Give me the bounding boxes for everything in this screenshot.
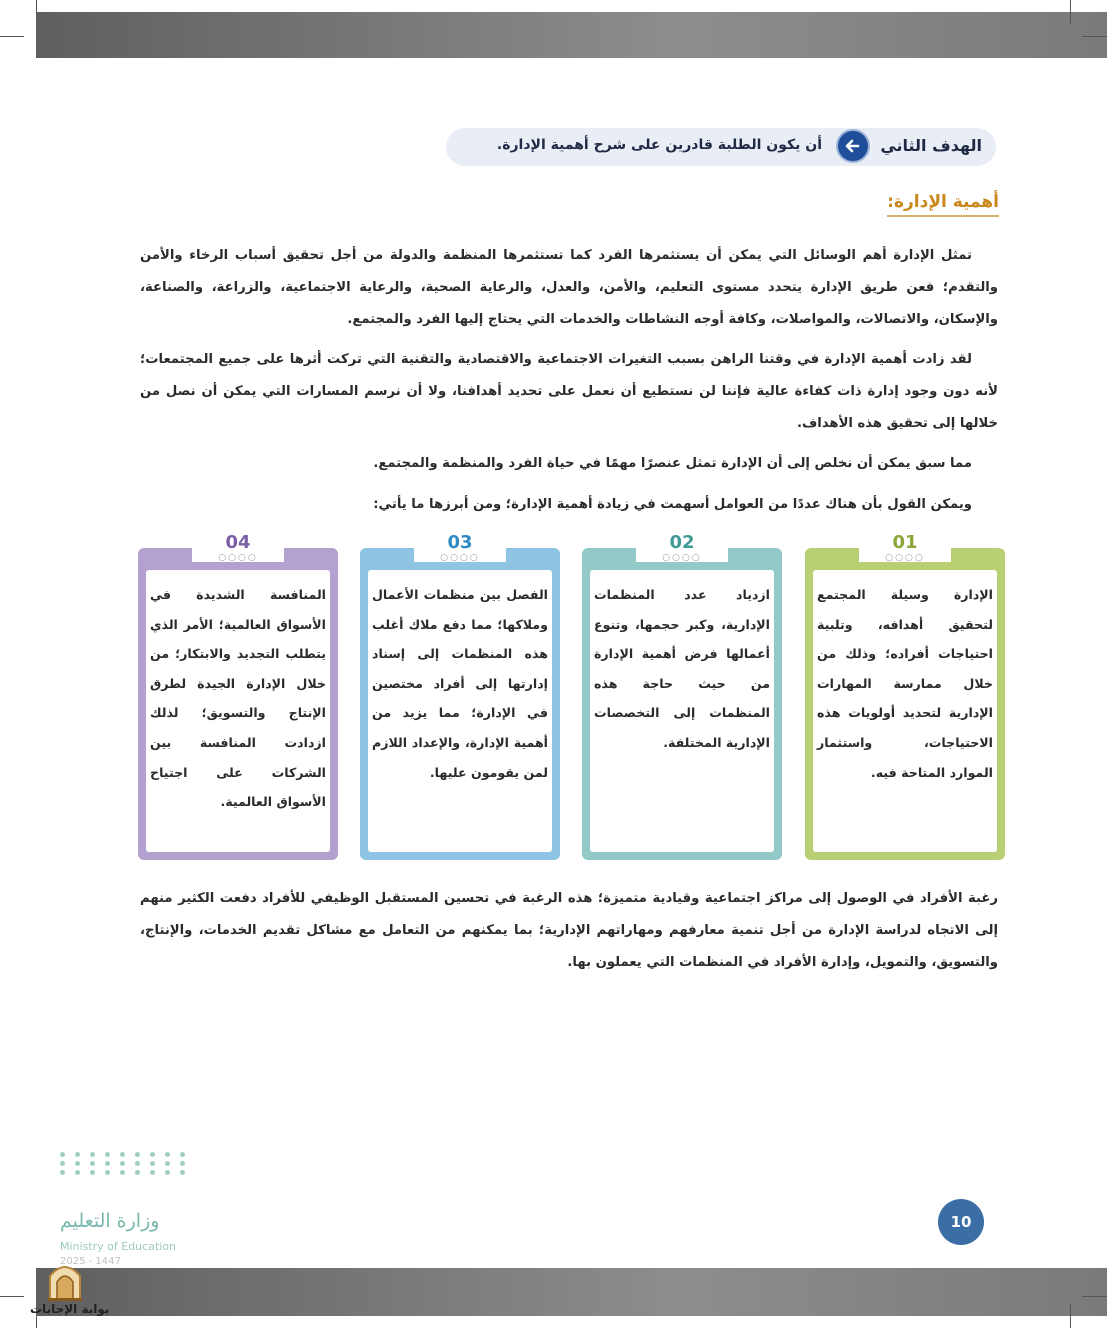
crop-mark bbox=[0, 36, 24, 37]
card-tab bbox=[636, 532, 728, 562]
crop-mark bbox=[1082, 36, 1107, 37]
factor-card-01 bbox=[805, 532, 1005, 860]
watermark-text: بوابة الإجابات bbox=[30, 1302, 110, 1316]
crop-mark bbox=[0, 1296, 24, 1297]
page-number-badge: 10 bbox=[938, 1199, 984, 1245]
card-dots: ○○○○ bbox=[662, 553, 702, 563]
ministry-logo bbox=[60, 1152, 200, 1272]
bottom-footer-band bbox=[36, 1268, 1107, 1316]
crop-mark bbox=[1070, 1304, 1071, 1328]
card-dots: ○○○○ bbox=[885, 553, 925, 563]
logo-year: 2025 - 1447 bbox=[60, 1256, 121, 1267]
closing-paragraph: رغبة الأفراد في الوصول إلى مراكز اجتماعية وقيادية متميزة؛ هذه الرغبة في تحسين المستقبل الوظيفي للأفراد دفعت الكثير منهم إلى الاتجاه لدراسة الإدارة من أجل تنمية معارفهم ومهاراتهم الإدارية؛ بما يمكنهم من التعامل مع مشاكل تقديم الخدمات، والإنتاج، والتسويق، والتمويل، وإدارة الأفراد في المنظمات التي يعملون بها. bbox=[140, 891, 998, 970]
logo-arabic-name: وزارة التعليم bbox=[60, 1210, 160, 1232]
card-text: الإدارة وسيلة المجتمع لتحقيق أهدافه، وتلبية احتياجات أفراده؛ وذلك من خلال ممارسة المهارات الإدارية لتحديد أولويات هذه الاحتياجات، واستثمار الموارد المتاحة فيه. bbox=[817, 587, 993, 780]
logo-dot-pattern bbox=[60, 1152, 200, 1175]
factor-card-04 bbox=[138, 532, 338, 860]
paragraph-3: مما سبق يمكن أن نخلص إلى أن الإدارة تمثل عنصرًا مهمًا في حياة الفرد والمنظمة والمجتمع. bbox=[373, 456, 972, 471]
learning-goal-banner bbox=[446, 128, 996, 166]
goal-label: الهدف الثاني bbox=[880, 136, 982, 155]
top-header-band bbox=[36, 12, 1107, 58]
card-number: 01 bbox=[892, 532, 918, 553]
mosque-icon bbox=[44, 1256, 86, 1302]
card-tab bbox=[859, 532, 951, 562]
card-tab bbox=[414, 532, 506, 562]
card-text: المنافسة الشديدة في الأسواق العالمية؛ الأمر الذي يتطلب التجديد والابتكار؛ من خلال الإدارة الجيدة لطرق الإنتاج والتسويق؛ لذلك ازدادت المنافسة بين الشركات على اجتياح الأسواق العالمية. bbox=[150, 587, 326, 810]
card-text: ازدياد عدد المنظمات الإدارية، وكبر حجمها، وتنوع أعمالها فرض أهمية الإدارة من حيث حاجة هذه المنظمات إلى التخصصات الإدارية المختلفة. bbox=[594, 587, 770, 750]
paragraph-2: لقد زادت أهمية الإدارة في وقتنا الراهن بسبب التغيرات الاجتماعية والاقتصادية والتقنية التي تركت أثرها على جميع المجتمعات؛ لأنه دون وجود إدارة ذات كفاءة عالية فإننا لن نستطيع أن نعمل على تحديد أهدافنا، ولا أن نرسم المسارات التي يمكن أن نصل من خلالها إلى تحقيق هذه الأهداف. bbox=[140, 352, 998, 431]
card-number: 03 bbox=[447, 532, 473, 553]
crop-mark bbox=[1082, 1296, 1107, 1297]
factor-card-02 bbox=[582, 532, 782, 860]
crop-mark bbox=[1070, 0, 1071, 24]
card-text: الفصل بين منظمات الأعمال وملاكها؛ مما دفع ملاك أغلب هذه المنظمات إلى إسناد إدارتها إلى أفراد مختصين في الإدارة؛ مما يزيد من أهمية الإدارة، والإعداد اللازم لمن يقومون عليها. bbox=[372, 587, 548, 780]
card-number: 02 bbox=[669, 532, 695, 553]
paragraph-1: تمثل الإدارة أهم الوسائل التي يمكن أن يستثمرها الفرد كما تستثمرها المنظمة والدولة من أجل تحقيق أسباب الرخاء والأمن والتقدم؛ فعن طريق الإدارة يتحدد مستوى التعليم، والأمن، والعدل، والرعاية الصحية، والرعاية الاجتماعية، والزراعة، والصناعة، والإسكان، والاتصالات، والمواصلات، وكافة أوجه النشاطات والخدمات التي يحتاج إليها الفرد والمجتمع. bbox=[140, 248, 998, 327]
factor-card-03 bbox=[360, 532, 560, 860]
logo-english-name: Ministry of Education bbox=[60, 1240, 177, 1253]
card-dots: ○○○○ bbox=[218, 553, 258, 563]
card-number: 04 bbox=[225, 532, 251, 553]
goal-text: أن يكون الطلبة قادرين على شرح أهمية الإدارة. bbox=[496, 137, 822, 153]
card-dots: ○○○○ bbox=[440, 553, 480, 563]
arrow-left-icon bbox=[836, 129, 870, 163]
section-title: أهمية الإدارة: bbox=[887, 192, 999, 217]
site-watermark bbox=[28, 1256, 108, 1322]
crop-mark bbox=[36, 0, 37, 12]
card-tab bbox=[192, 532, 284, 562]
paragraph-4: ويمكن القول بأن هناك عددًا من العوامل أسهمت في زيادة أهمية الإدارة؛ ومن أبرزها ما يأتي: bbox=[373, 497, 972, 512]
